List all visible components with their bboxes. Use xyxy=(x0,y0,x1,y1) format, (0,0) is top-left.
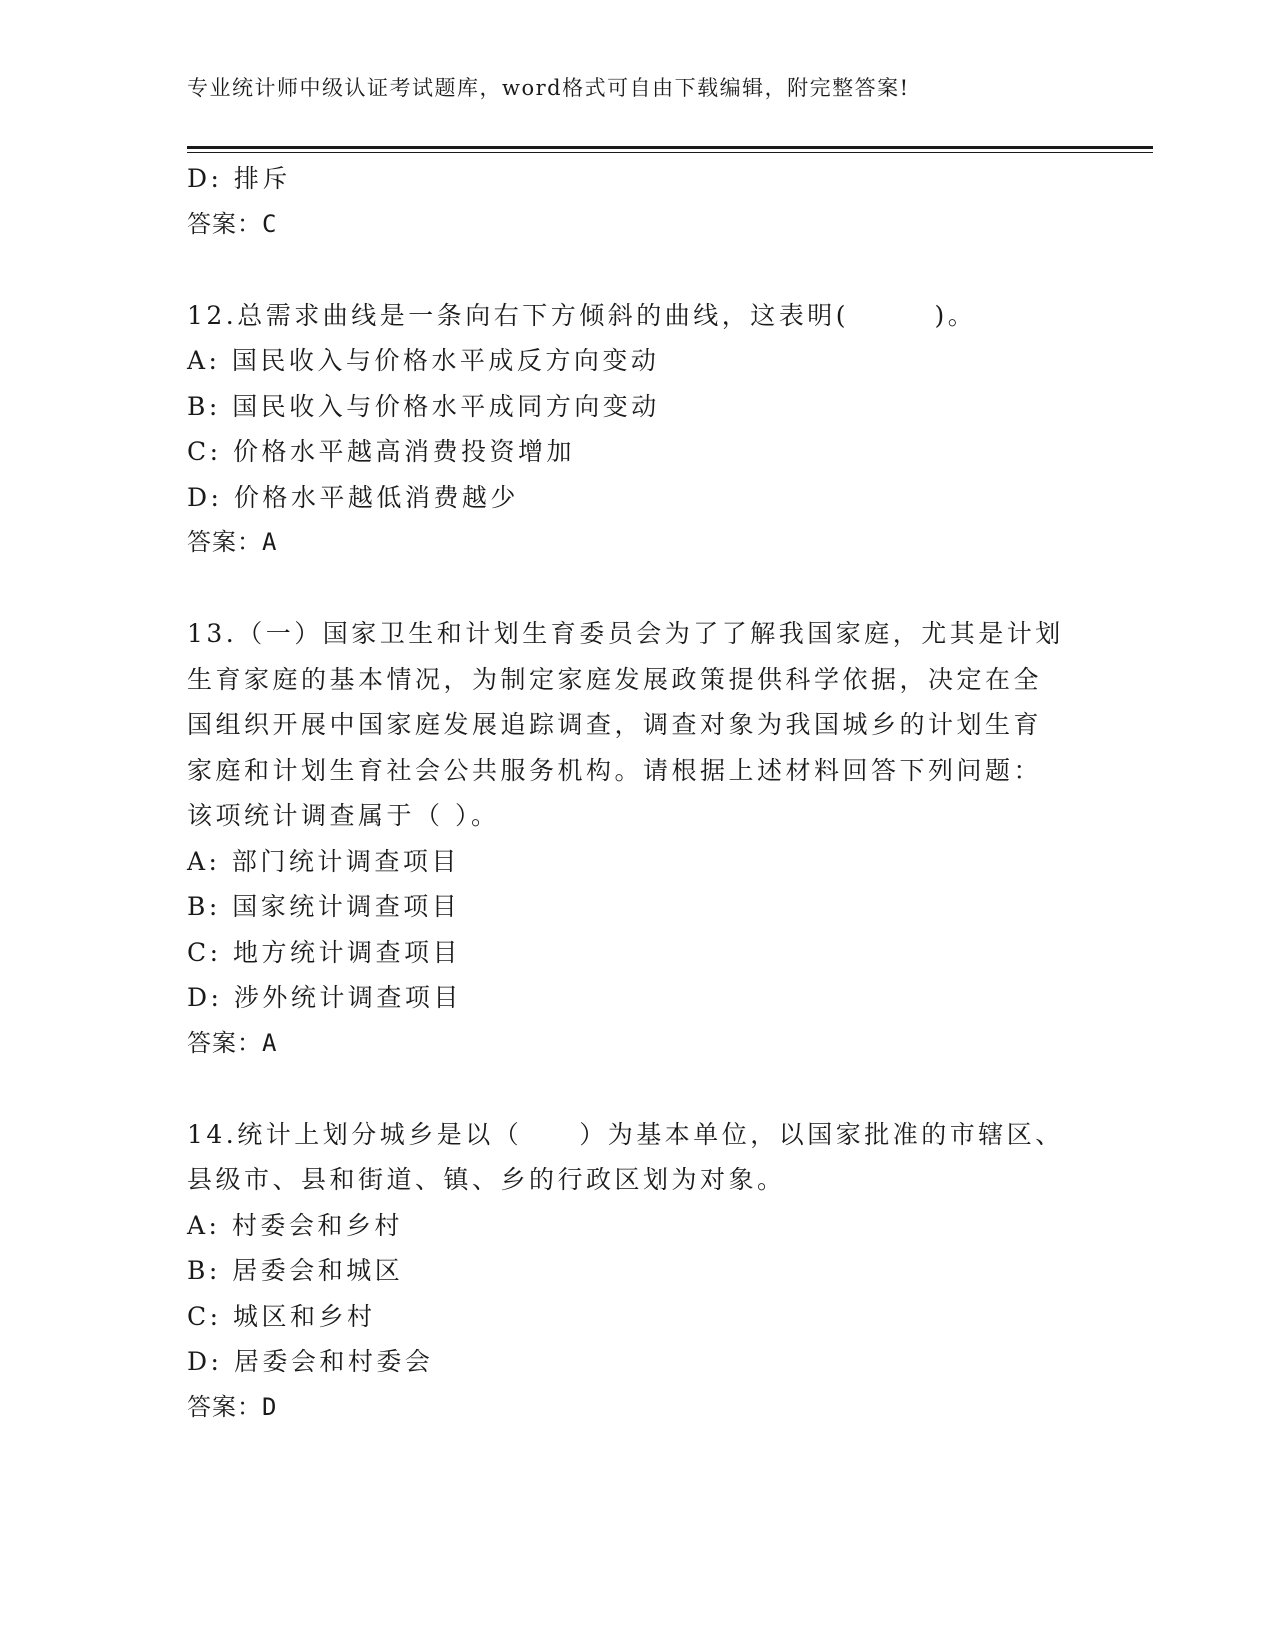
answer-label: 答案： xyxy=(187,1392,262,1421)
option-a: A: 国民收入与价格水平成反方向变动 xyxy=(187,346,660,375)
option-d: D: 居委会和村委会 xyxy=(187,1347,434,1376)
option-c: C: 城区和乡村 xyxy=(187,1301,376,1331)
header-rule-thin xyxy=(187,152,1153,153)
question-stem-line: 14.统计上划分城乡是以（ ）为基本单位，以国家批准的市辖区、 xyxy=(187,1119,1064,1149)
answer-label: 答案： xyxy=(187,1028,262,1057)
document-header: 专业统计师中级认证考试题库，word格式可自由下载编辑，附完整答案! xyxy=(187,76,910,100)
option-d: D: 排斥 xyxy=(187,164,291,193)
answer-line xyxy=(187,1021,1087,1067)
option-a: A: 村委会和乡村 xyxy=(187,1210,403,1240)
option-d: D: 涉外统计调查项目 xyxy=(187,983,462,1012)
option-b: B: 国民收入与价格水平成同方向变动 xyxy=(187,391,660,421)
option-c: C: 价格水平越高消费投资增加 xyxy=(187,437,575,466)
answer-label: 答案： xyxy=(187,528,262,556)
spacer xyxy=(187,247,1087,293)
question-block-14 xyxy=(187,1112,1087,1431)
answer-value: C xyxy=(262,209,278,238)
option-d: D: 价格水平越低消费越少 xyxy=(187,482,519,512)
answer-value: A xyxy=(262,1028,278,1057)
answer-line xyxy=(187,1385,1087,1431)
question-stem: 12.总需求曲线是一条向右下方倾斜的曲线，这表明( )。 xyxy=(187,300,977,330)
question-stem-line: 生育家庭的基本情况，为制定家庭发展政策提供科学依据，决定在全 xyxy=(187,664,1043,694)
header-rule-thick xyxy=(187,146,1153,149)
option-b: B: 国家统计调查项目 xyxy=(187,892,461,921)
spacer xyxy=(187,1066,1087,1112)
option-c: C: 地方统计调查项目 xyxy=(187,937,461,967)
question-stem-line: 县级市、县和街道、镇、乡的行政区划为对象。 xyxy=(187,1165,786,1194)
answer-value: D xyxy=(262,1392,278,1421)
question-block-11 xyxy=(187,156,1087,247)
question-block-12 xyxy=(187,293,1087,566)
answer-value: A xyxy=(262,528,278,556)
answer-line xyxy=(187,202,1087,248)
option-b: B: 居委会和城区 xyxy=(187,1256,404,1285)
option-a: A: 部门统计调查项目 xyxy=(187,846,460,876)
question-list xyxy=(187,156,1087,1430)
answer-label: 答案： xyxy=(187,209,262,238)
answer-line xyxy=(187,520,1087,566)
question-stem-line: 国组织开展中国家庭发展追踪调查，调查对象为我国城乡的计划生育 xyxy=(187,710,1043,739)
question-stem-line: 家庭和计划生育社会公共服务机构。请根据上述材料回答下列问题： xyxy=(187,755,1043,785)
question-stem-line: 该项统计调查属于（ ）。 xyxy=(187,801,500,830)
question-block-13 xyxy=(187,611,1087,1066)
spacer xyxy=(187,566,1087,612)
question-stem-line: 13.（一）国家卫生和计划生育委员会为了了解我国家庭，尤其是计划 xyxy=(187,619,1064,648)
